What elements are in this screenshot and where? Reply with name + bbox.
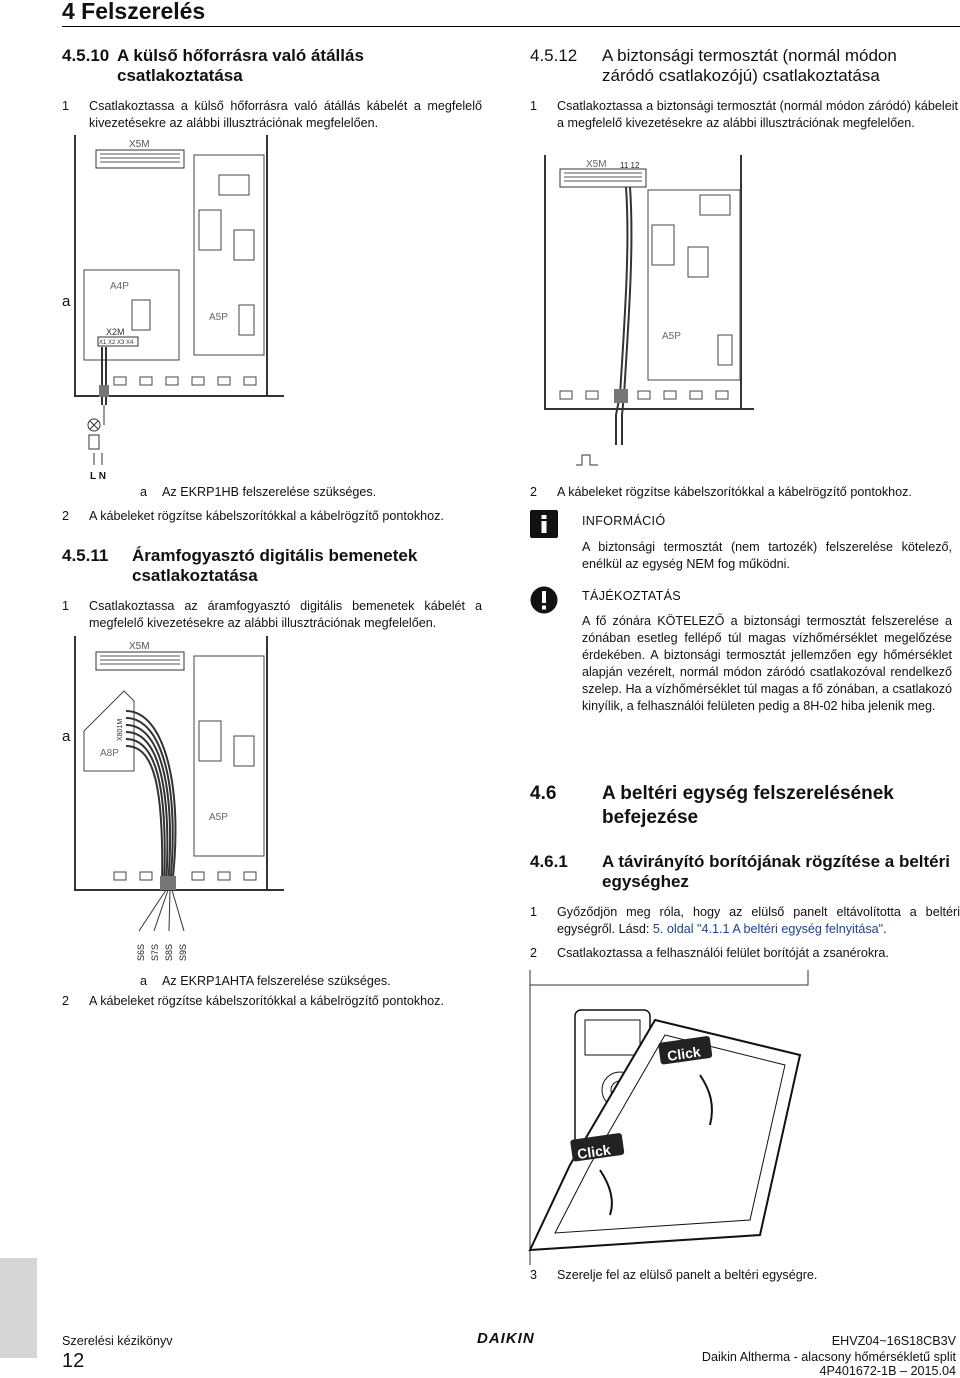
step-text (557, 904, 960, 938)
step-1 (62, 98, 482, 132)
step-number: 1 (62, 99, 70, 113)
terminal-11-12-label: 11 12 (620, 161, 640, 170)
footer-manual-title: Szerelési kézikönyv (62, 1334, 173, 1348)
step-2 (530, 945, 960, 962)
notice-text: A fő zónára KÖTELEZŐ a biztonsági termosztát felszerelése a zónában esetleg fellépő túl magas vízhőmérséklet megelőzése érdekében. A biztonsági termosztát jellemzően egy hőmérséklet alapján vezérelt, normál módon záródó csatlakozóval rendelkező szelep. Ha a vízhőmérséklet túl magas a fő zónában, a csatlakozó kinyílik, a felhasználói felületen pedig a 8H-02 hiba jelenik meg. (582, 614, 952, 713)
caption-text: Az EKRP1AHTA felszerelése szükséges. (162, 974, 391, 988)
section-4-5-12-heading (530, 46, 950, 86)
s7s-label: S7S (150, 943, 160, 961)
section-title: A távirányító borítójának rögzítése a beltéri egységhez (602, 852, 950, 891)
step-text: A kábeleket rögzítse kábelszorítókkal a kábelrögzítő pontokhoz. (89, 994, 444, 1008)
wiring-diagram-external-heat-source (54, 135, 294, 480)
side-tab (0, 1258, 37, 1358)
chapter-heading: 4 Felszerelés (62, 0, 206, 24)
section-number: 4.6 (530, 783, 557, 804)
footer-product: Daikin Altherma - alacsony hőmérsékletű split (701, 1350, 956, 1364)
section-title: Áramfogyasztó digitális bemenetek csatlakoztatása (132, 546, 418, 585)
info-title: INFORMÁCIÓ (582, 514, 666, 528)
step-1 (530, 904, 960, 938)
section-number: 4.5.10 (62, 46, 110, 65)
l-n-label: L N (90, 471, 106, 480)
step-number: 3 (530, 1268, 538, 1282)
warning-icon (530, 586, 558, 614)
step-text-end: . (883, 922, 887, 936)
step-2 (62, 993, 492, 1010)
s6s-label: S6S (136, 943, 146, 961)
info-text: A biztonsági termosztát (nem tartozék) felszerelése kötelező, enélkül az egység NEM fog működni. (582, 540, 952, 571)
x2m-label: X2M (106, 327, 125, 337)
step-2 (530, 484, 958, 501)
step-text: Csatlakoztassa a külső hőforrásra való átállás kábelét a megfelelő kivezetésekre az alábbi illusztrációnak megfelelően. (89, 99, 482, 130)
header-rule (62, 26, 960, 27)
section-4-6-1-heading (530, 852, 960, 892)
step-number: 1 (530, 99, 538, 113)
click-label-bottom: Click (576, 1141, 612, 1162)
step-text: A kábeleket rögzítse kábelszorítókkal a kábelrögzítő pontokhoz. (557, 485, 912, 499)
notice-title: TÁJÉKOZTATÁS (582, 589, 681, 603)
step-number: 1 (62, 599, 70, 613)
x-terminal-labels: X1 X2 X3 X4 (99, 340, 134, 346)
callout-a-label: a (62, 728, 71, 745)
wiring-diagram-safety-thermostat (530, 155, 770, 475)
step-number: 2 (62, 994, 70, 1008)
info-icon (530, 510, 558, 538)
step-text-before-link: Győződjön meg róla, hogy az elülső panelt eltávolította a beltéri egységről. Lásd: (557, 905, 960, 936)
step-text: Csatlakoztassa a felhasználói felület borítóját a zsanérokra. (557, 946, 889, 960)
x5m-label: X5M (586, 159, 607, 170)
step-1 (62, 598, 482, 632)
a8p-label: A8P (100, 748, 119, 759)
footer-page-number: 12 (62, 1350, 85, 1372)
x5m-label: X5M (129, 139, 150, 150)
step-text: Csatlakoztassa a biztonsági termosztát (normál módon záródó) kábeleit a megfelelő kivezetésekre az alábbi illusztrációnak megfelelően. (557, 99, 958, 130)
s9s-label: S9S (178, 943, 188, 961)
section-title: A beltéri egység felszerelésének befejezése (602, 783, 894, 828)
step-2 (62, 508, 492, 525)
step-text: A kábeleket rögzítse kábelszorítókkal a kábelrögzítő pontokhoz. (89, 509, 444, 523)
cross-reference-link[interactable]: 5. oldal "4.1.1 A beltéri egység felnyitása" (652, 922, 884, 936)
cover-attachment-illustration (510, 965, 810, 1265)
section-number: 4.5.11 (62, 546, 109, 565)
x5m-label: X5M (129, 641, 150, 652)
click-label-top: Click (666, 1043, 702, 1064)
step-3 (530, 1267, 960, 1284)
section-4-6-heading (530, 782, 960, 830)
section-number: 4.6.1 (530, 852, 568, 871)
daikin-logo: DAIKIN (477, 1330, 535, 1347)
step-number: 2 (62, 509, 70, 523)
step-1 (530, 98, 958, 132)
step-text: Csatlakoztassa az áramfogyasztó digitális bemenetek kábelét a megfelelő kivezetésekre az alábbi illusztrációnak megfelelően. (89, 599, 482, 630)
footer-code: 4P401672-1B – 2015.04 (819, 1364, 956, 1378)
caption-text: Az EKRP1HB felszerelése szükséges. (162, 485, 377, 499)
step-number: 1 (530, 905, 538, 919)
wiring-diagram-digital-inputs (54, 636, 294, 966)
s8s-label: S8S (164, 943, 174, 961)
section-title: A biztonsági termosztát (normál módon záródó csatlakozójú) csatlakoztatása (602, 46, 897, 85)
a5p-label: A5P (209, 812, 228, 823)
a5p-label: A5P (209, 312, 228, 323)
x801m-label: X801M (117, 718, 124, 741)
caption-a-letter: a (140, 974, 148, 988)
section-number: 4.5.12 (530, 46, 578, 65)
step-text: Szerelje fel az elülső panelt a beltéri egységre. (557, 1268, 818, 1282)
section-4-5-11-heading (62, 546, 482, 586)
section-title: A külső hőforrásra való átállás csatlakoztatása (117, 46, 364, 85)
caption-a-letter: a (140, 485, 148, 499)
callout-a-label: a (62, 293, 71, 310)
step-number: 2 (530, 485, 538, 499)
a5p-label: A5P (662, 331, 681, 342)
footer-model: EHVZ04~16S18CB3V (831, 1334, 956, 1348)
section-4-5-10-heading (62, 46, 482, 86)
a4p-label: A4P (110, 281, 129, 292)
step-number: 2 (530, 946, 538, 960)
